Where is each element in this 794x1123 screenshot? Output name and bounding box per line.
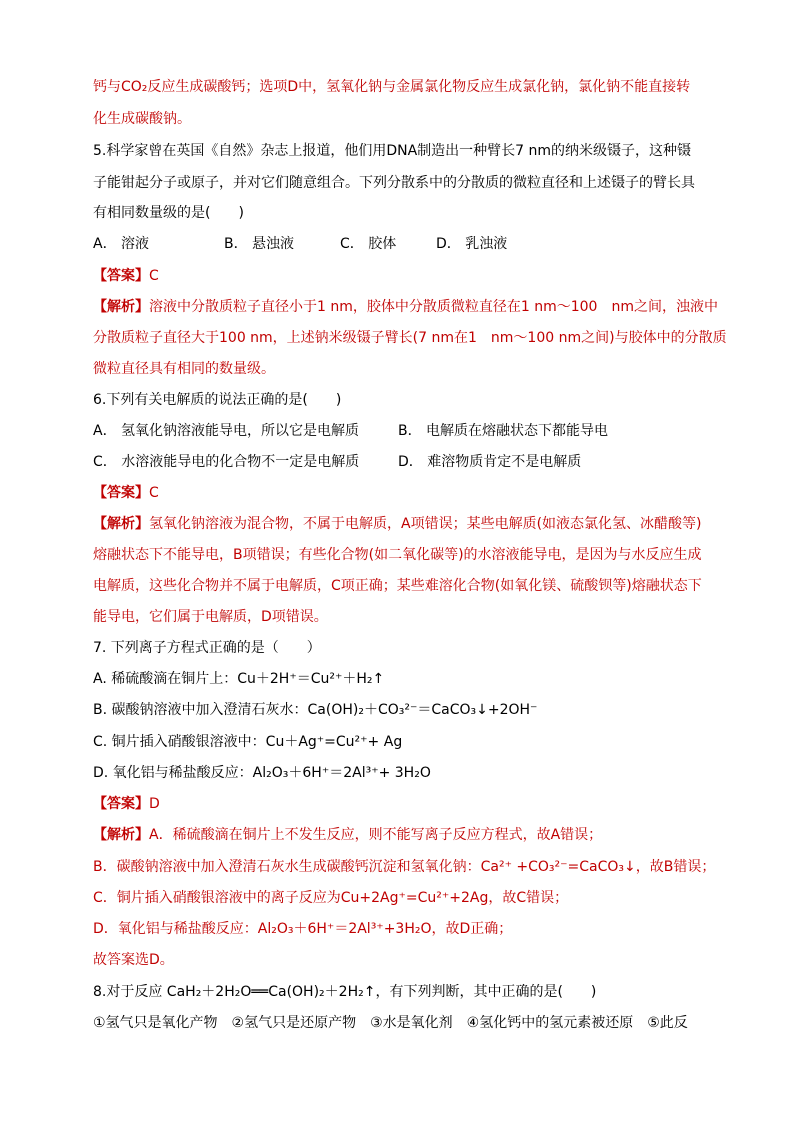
q5-explanation-line-2: 分散质粒子直径大于100 nm，上述钠米级镊子臂长(7 nm在1 nm～100 nm之间)与胶体中的分散质 <box>93 330 727 346</box>
q7-explanation-line-2: B．碳酸钠溶液中加入澄清石灰水生成碳酸钙沉淀和氢氧化钠：Ca²⁺ +CO₃²⁻=CaCO₃↓，故B错误； <box>93 859 716 875</box>
q6-option-a: A． 氢氧化钠溶液能导电，所以它是电解质 <box>93 423 360 439</box>
q7-explanation-line-5: 故答案选D。 <box>93 952 174 968</box>
q5-option-a: A． 溶液 <box>93 236 150 252</box>
q7-explanation-line-4: D．氧化铝与稀盐酸反应：Al₂O₃＋6H⁺＝2Al³⁺+3H₂O，故D正确； <box>93 921 513 937</box>
q5-answer <box>93 266 159 286</box>
explanation-text: 溶液中分散质粒子直径小于1 nm，胶体中分散质微粒直径在1 nm～100 nm之间，浊液中 <box>149 299 718 315</box>
q7-explanation-line-1 <box>93 825 602 845</box>
q6-answer <box>93 483 159 503</box>
q7-explanation-line-3: C．铜片插入硝酸银溶液中的离子反应为Cu+2Ag⁺=Cu²⁺+2Ag，故C错误； <box>93 890 569 906</box>
explanation-tag: 【解析】 <box>93 299 149 315</box>
q6-explanation-line-3: 电解质，这些化合物并不属于电解质，C项正确；某些难溶化合物(如氧化镁、硫酸钡等)熔融状态下 <box>93 578 702 594</box>
q7-option-b: B. 碳酸钠溶液中加入澄清石灰水：Ca(OH)₂＋CO₃²⁻＝CaCO₃↓+2OH⁻ <box>93 702 538 718</box>
q5-stem-line-1: 5.科学家曾在英国《自然》杂志上报道，他们用DNA制造出一种臂长7 nm的纳米级镊子，这种镊 <box>93 143 692 159</box>
q5-stem-line-3: 有相同数量级的是( ) <box>93 205 244 221</box>
q6-explanation-line-2: 熔融状态下不能导电，B项错误；有些化合物(如二氧化碳等)的水溶液能导电，是因为与水反应生成 <box>93 547 702 563</box>
explanation-text: 氢氧化钠溶液为混合物，不属于电解质，A项错误；某些电解质(如液态氯化氢、冰醋酸等) <box>149 516 702 532</box>
explanation-text: A．稀硫酸滴在铜片上不发生反应，则不能写离子反应方程式，故A错误； <box>149 827 603 843</box>
q5-explanation-line-3: 微粒直径具有相同的数量级。 <box>93 361 275 377</box>
answer-tag: 【答案】 <box>93 268 149 284</box>
explanation-tag: 【解析】 <box>93 827 149 843</box>
q5-option-d: D． 乳浊液 <box>436 236 508 252</box>
q6-explanation-line-1 <box>93 514 702 534</box>
q7-option-a: A. 稀硫酸滴在铜片上：Cu＋2H⁺＝Cu²⁺＋H₂↑ <box>93 671 385 687</box>
q5-option-b: B． 悬浊液 <box>224 236 295 252</box>
prev-explanation-line-1: 钙与CO₂反应生成碳酸钙；选项D中，氢氧化钠与金属氯化物反应生成氯化钠，氯化钠不能直接转 <box>93 79 691 95</box>
q7-option-c: C. 铜片插入硝酸银溶液中：Cu＋Ag⁺=Cu²⁺+ Ag <box>93 734 403 750</box>
q6-explanation-line-4: 能导电，它们属于电解质，D项错误。 <box>93 609 328 625</box>
q6-options-row-1 <box>93 421 608 441</box>
q5-options <box>93 234 507 254</box>
q7-answer <box>93 794 160 814</box>
answer-value: C <box>149 485 159 501</box>
explanation-tag: 【解析】 <box>93 516 149 532</box>
prev-explanation-line-2: 化生成碳酸钠。 <box>93 111 191 127</box>
q6-option-d: D． 难溶物质肯定不是电解质 <box>398 454 582 470</box>
q5-stem-line-2: 子能钳起分子或原子，并对它们随意组合。下列分散系中的分散质的微粒直径和上述镊子的臂长具 <box>93 175 695 191</box>
q5-option-c: C． 胶体 <box>340 236 397 252</box>
q6-options-row-2 <box>93 452 581 472</box>
q5-explanation-line-1 <box>93 297 718 317</box>
q6-option-c: C． 水溶液能导电的化合物不一定是电解质 <box>93 454 360 470</box>
answer-tag: 【答案】 <box>93 796 149 812</box>
q6-stem: 6.下列有关电解质的说法正确的是( ) <box>93 392 342 408</box>
q6-option-b: B． 电解质在熔融状态下都能导电 <box>398 423 609 439</box>
answer-tag: 【答案】 <box>93 485 149 501</box>
answer-value: C <box>149 268 159 284</box>
q7-stem: 7. 下列离子方程式正确的是（ ） <box>93 640 321 656</box>
q8-stem: 8.对于反应 CaH₂＋2H₂O══Ca(OH)₂＋2H₂↑，有下列判断，其中正确的是( ) <box>93 984 597 1000</box>
q7-option-d: D. 氧化铝与稀盐酸反应：Al₂O₃＋6H⁺＝2Al³⁺+ 3H₂O <box>93 765 431 781</box>
q8-statements: ①氢气只是氧化产物 ②氢气只是还原产物 ③水是氧化剂 ④氢化钙中的氢元素被还原 ⑤此反 <box>93 1015 688 1031</box>
answer-value: D <box>149 796 160 812</box>
